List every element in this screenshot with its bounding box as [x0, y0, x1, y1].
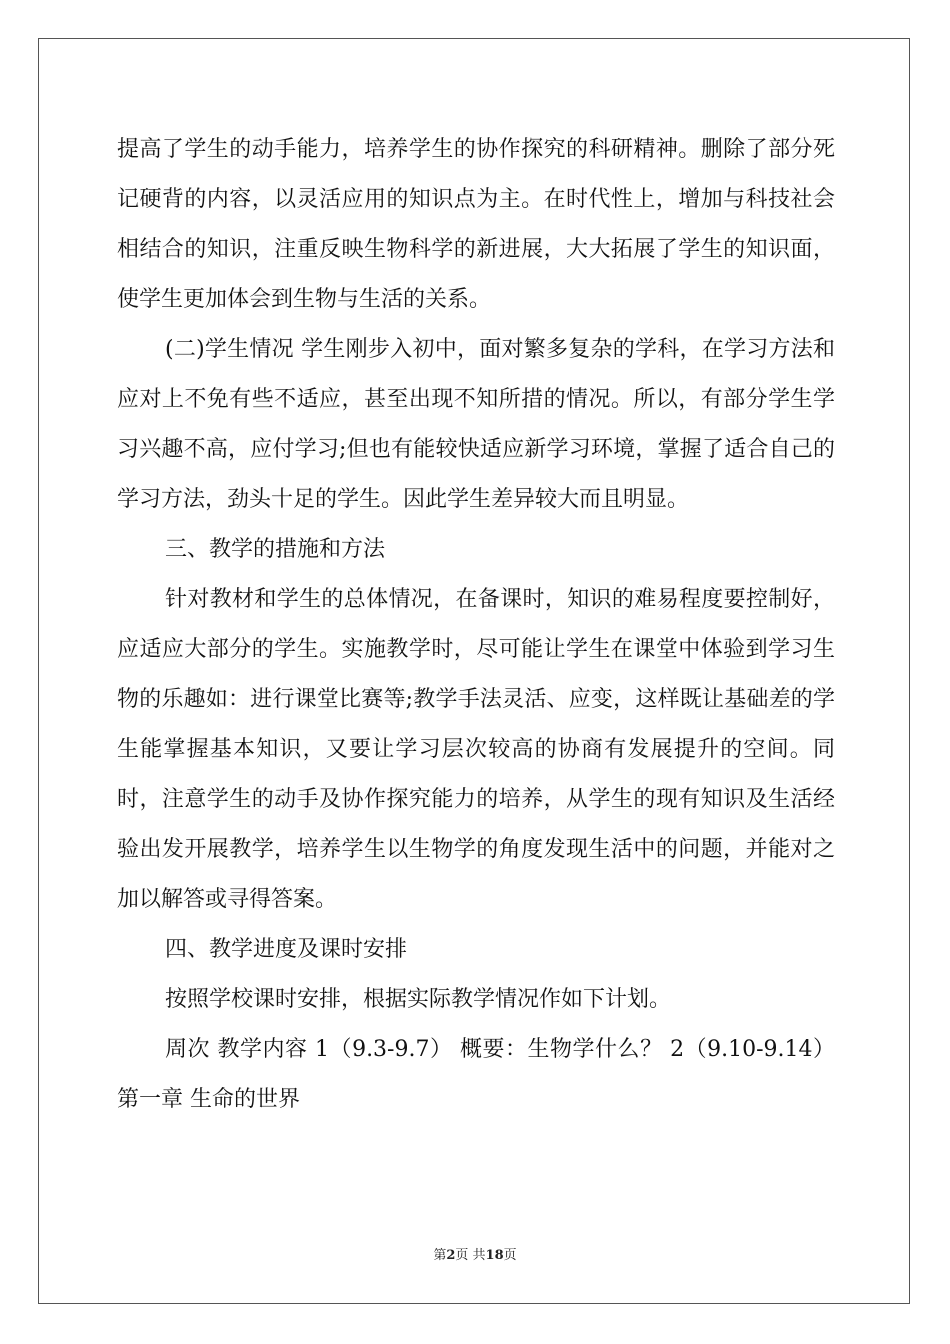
footer-suffix: 页 [503, 1248, 517, 1263]
section-heading-schedule: 四、教学进度及课时安排 [165, 937, 408, 962]
paragraph-student-situation: (二)学生情况 学生刚步入初中，面对繁多复杂的学科，在学习方法和应对上不免有些不适应，甚至出现不知所措的情况。所以，有部分学生学习兴趣不高，应付学习;但也有能较快适应新学习环境，掌握了适合自己的学习方法，劲头十足的学生。因此学生差异较大而且明显。 [117, 337, 835, 512]
footer-prefix: 第 [433, 1248, 447, 1263]
document-body [117, 125, 835, 1125]
footer-mid: 页 共 [455, 1248, 486, 1263]
footer-total-pages: 18 [485, 1248, 504, 1263]
section-heading-teaching-measures: 三、教学的措施和方法 [165, 537, 386, 562]
paragraph-schedule-table: 周次 教学内容 1（9.3-9.7） 概要：生物学什么？ 2（9.10-9.14） 第一章 生命的世界 [117, 1037, 835, 1112]
page-footer [0, 1244, 950, 1263]
paragraph-teaching-measures: 针对教材和学生的总体情况，在备课时，知识的难易程度要控制好，应适应大部分的学生。实施教学时，尽可能让学生在课堂中体验到学习生物的乐趣如：进行课堂比赛等;教学手法灵活、应变，这样既让基础差的学生能掌握基本知识，又要让学习层次较高的协商有发展提升的空间。同时，注意学生的动手及协作探究能力的培养，从学生的现有知识及生活经验出发开展教学，培养学生以生物学的角度发现生活中的问题，并能对之加以解答或寻得答案。 [117, 587, 835, 912]
paragraph-course-content: 提高了学生的动手能力，培养学生的协作探究的科研精神。删除了部分死记硬背的内容，以灵活应用的知识点为主。在时代性上，增加与科技社会相结合的知识，注重反映生物科学的新进展，大大拓展了学生的知识面，使学生更加体会到生物与生活的关系。 [117, 137, 835, 312]
paragraph-schedule-intro: 按照学校课时安排，根据实际教学情况作如下计划。 [165, 987, 672, 1012]
footer-page-number: 2 [446, 1248, 456, 1263]
